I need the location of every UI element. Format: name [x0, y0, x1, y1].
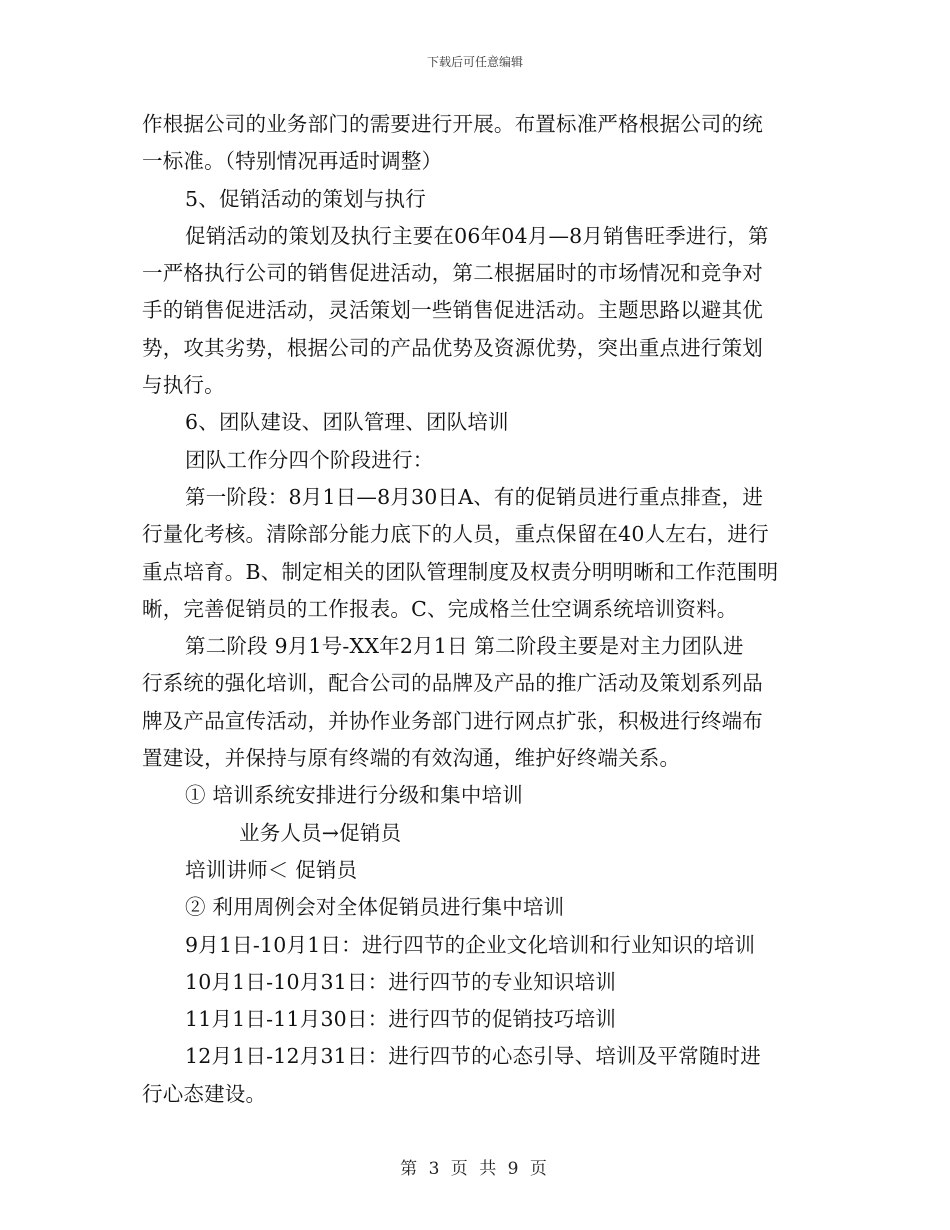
list-item: 培训讲师＜ 促销员 — [185, 857, 358, 882]
list-item: ② 利用周例会对全体促销员进行集中培训 — [185, 895, 565, 920]
body-line: 重点培育。B、制定相关的团队管理制度及权责分明明晰和工作范围明 — [142, 559, 779, 584]
body-line: 一标准。（特别情况再适时调整） — [142, 149, 443, 174]
body-line: 第二阶段 9月1号-XX年2月1日 第二阶段主要是对主力团队进 — [185, 634, 744, 659]
body-line: 置建设，并保持与原有终端的有效沟通，维护好终端关系。 — [142, 746, 681, 771]
page-header-note: 下载后可任意编辑 — [426, 55, 523, 69]
section-heading-5: 5、促销活动的策划与执行 — [185, 186, 426, 211]
page-number: 第 3 页 共 9 页 — [400, 1159, 550, 1179]
body-line: 晰，完善促销员的工作报表。C、完成格兰仕空调系统培训资料。 — [142, 596, 738, 621]
body-line: 势，攻其劣势，根据公司的产品优势及资源优势，突出重点进行策划 — [142, 335, 763, 360]
body-line: 牌及产品宣传活动，并协作业务部门进行网点扩张，积极进行终端布 — [142, 708, 763, 733]
schedule-item: 9月1日-10月1日：进行四节的企业文化培训和行业知识的培训 — [185, 932, 756, 957]
list-item: ① 培训系统安排进行分级和集中培训 — [185, 783, 523, 808]
body-line: 行系统的强化培训，配合公司的品牌及产品的推广活动及策划系列品 — [142, 671, 763, 696]
schedule-item: 10月1日-10月31日：进行四节的专业知识培训 — [185, 969, 617, 994]
body-line: 团队工作分四个阶段进行： — [185, 447, 434, 472]
body-line: 行心态建设。 — [142, 1081, 267, 1106]
body-line: 与执行。 — [142, 373, 225, 398]
body-line: 行量化考核。清除部分能力底下的人员，重点保留在40人左右，进行 — [142, 522, 769, 547]
section-heading-6: 6、团队建设、团队管理、团队培训 — [185, 410, 509, 435]
body-line: 手的销售促进活动，灵活策划一些销售促进活动。主题思路以避其优 — [142, 298, 763, 323]
schedule-item: 11月1日-11月30日：进行四节的促销技巧培训 — [185, 1007, 617, 1032]
list-item: 业务人员→促销员 — [239, 820, 402, 845]
body-line: 一严格执行公司的销售促进活动，第二根据届时的市场情况和竞争对 — [142, 261, 763, 286]
schedule-item: 12月1日-12月31日：进行四节的心态引导、培训及平常随时进 — [185, 1044, 761, 1069]
document-body — [142, 106, 822, 1113]
body-line: 作根据公司的业务部门的需要进行开展。布置标准严格根据公司的统 — [142, 112, 763, 136]
body-line: 第一阶段：8月1日—8月30日A、有的促销员进行重点排查，进 — [185, 484, 764, 509]
body-line: 促销活动的策划及执行主要在06年04月—8月销售旺季进行，第 — [185, 223, 769, 248]
